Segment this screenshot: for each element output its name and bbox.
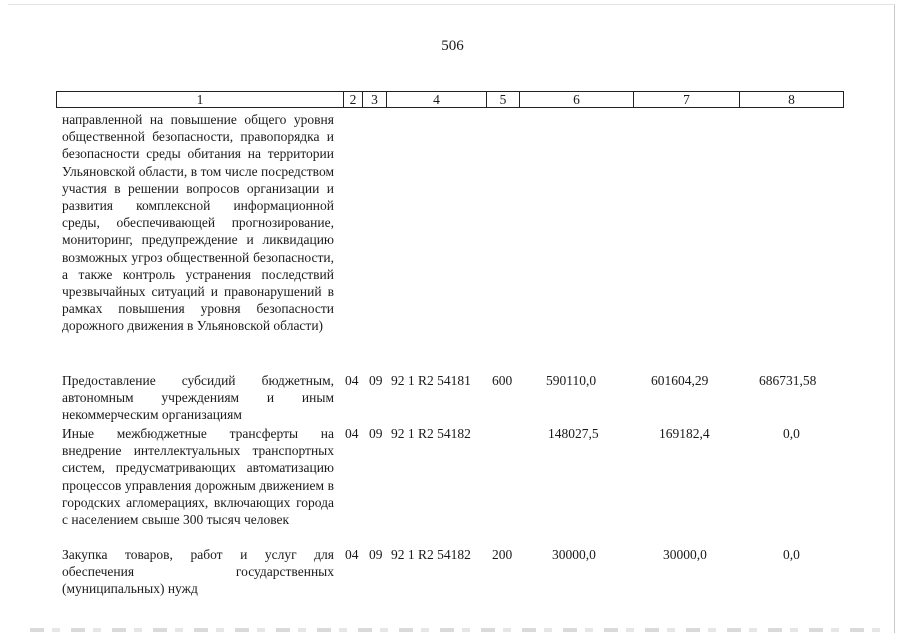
- continuation-text: направленной на повышение общего уровня общественной безопасности, правопорядка и безопасности среды обитания на территории Ульяновской области, в том числе посредством участия в решении вопросов организации и развития комплексной информационной среды, обеспечивающей прогнозирование, мониторинг, предупреждение и ликвидацию возможных угроз общественной безопасности, а также контроль устранения последствий чрезвычайных ситуаций и правонарушений в рамках повышения уровня безопасности дорожного движения в Ульяновской области): [62, 112, 334, 334]
- row-1-c3: 09: [369, 373, 383, 388]
- table-header: [56, 91, 844, 108]
- row-1-name: Предоставление субсидий бюджетным, автономным учреждениям и иным некоммерческим организациям: [62, 373, 334, 423]
- header-col-7: 7: [633, 92, 739, 107]
- row-2-c6: 148027,5: [548, 426, 599, 441]
- row-1-c2: 04: [345, 373, 359, 388]
- header-col-4: 4: [386, 92, 486, 107]
- row-2-name: Иные межбюджетные трансферты на внедрение интеллектуальных транспортных систем, предусматривающих автоматизацию процессов управления дорожным движением в городских агломерациях, включающих города с населением свыше 300 тысяч человек: [62, 426, 334, 528]
- row-1-c8: 686731,58: [759, 373, 817, 388]
- header-col-8: 8: [739, 92, 843, 107]
- header-col-1: 1: [196, 92, 204, 107]
- row-2-c3: 09: [369, 426, 383, 441]
- row-2-c4: 92 1 R2 54182: [391, 426, 471, 441]
- row-3-c8: 0,0: [783, 547, 800, 562]
- row-1-c5: 600: [492, 373, 513, 388]
- row-3-name: Закупка товаров, работ и услуг для обеспечения государственных (муниципальных) нужд: [62, 547, 334, 597]
- header-col-5: 5: [486, 92, 519, 107]
- scan-edge-noise: [30, 628, 890, 632]
- row-3-c2: 04: [345, 547, 359, 562]
- header-col-2: 2: [343, 92, 362, 107]
- row-1-c4: 92 1 R2 54181: [391, 373, 471, 388]
- row-1-c7: 601604,29: [651, 373, 709, 388]
- row-3-c4: 92 1 R2 54182: [391, 547, 471, 562]
- row-3-c7: 30000,0: [663, 547, 707, 562]
- row-2-c8: 0,0: [783, 426, 800, 441]
- header-col-3: 3: [362, 92, 386, 107]
- row-2-c2: 04: [345, 426, 359, 441]
- row-2-c7: 169182,4: [659, 426, 710, 441]
- header-col-6: 6: [519, 92, 633, 107]
- row-3-c5: 200: [492, 547, 513, 562]
- row-3-c3: 09: [369, 547, 383, 562]
- row-3-c6: 30000,0: [552, 547, 596, 562]
- row-1-c6: 590110,0: [546, 373, 597, 388]
- page-number: 506: [441, 38, 464, 54]
